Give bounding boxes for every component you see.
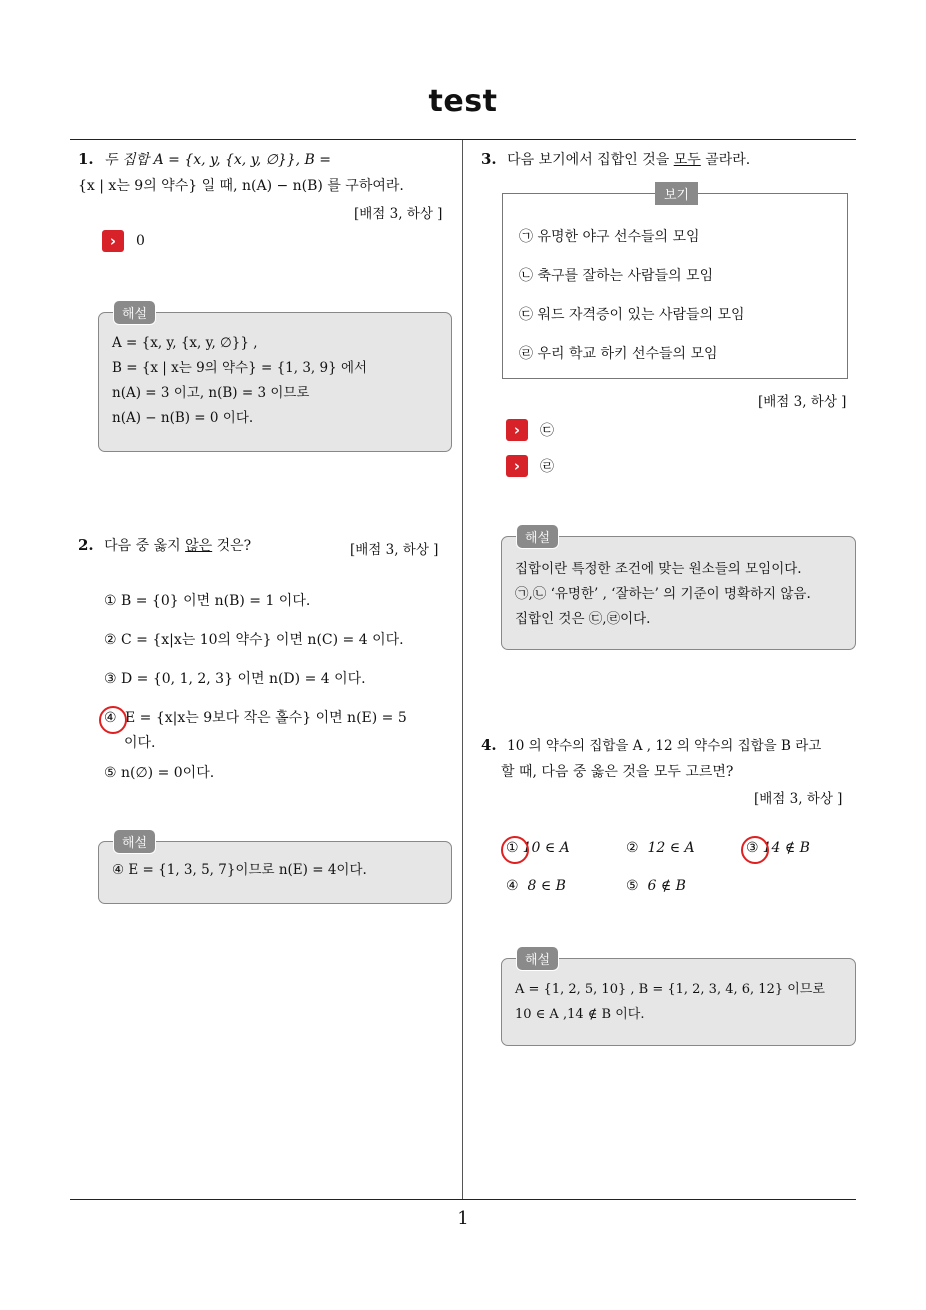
chevron-right-icon: › bbox=[102, 230, 124, 252]
option-2[interactable] bbox=[626, 840, 695, 856]
question-3-text bbox=[507, 152, 750, 168]
question-1-text-line1: 두 집합 A = {x, y, {x, y, ∅}}, B = bbox=[104, 152, 332, 168]
option-number: ① bbox=[506, 840, 519, 856]
question-2-score: [배점 3, 하상 ] bbox=[350, 542, 439, 558]
chevron-right-icon: › bbox=[506, 455, 528, 477]
question-4-explanation bbox=[501, 953, 856, 1046]
question-3-score: [배점 3, 하상 ] bbox=[758, 394, 847, 410]
option-number: ④ bbox=[506, 878, 519, 894]
selected-choice-marker bbox=[104, 710, 117, 726]
question-2 bbox=[78, 532, 251, 559]
explanation-line: 10 ∈ A ,14 ∉ B 이다. bbox=[515, 1007, 645, 1022]
question-3-explanation bbox=[501, 531, 856, 650]
explanation-line: n(A) − n(B) = 0 이다. bbox=[112, 410, 254, 426]
question-1-explanation bbox=[98, 307, 452, 452]
chevron-right-icon: › bbox=[506, 419, 528, 441]
selected-choice-marker bbox=[746, 840, 759, 856]
example-item: ㉢ 워드 자격증이 있는 사람들의 모임 bbox=[519, 307, 745, 323]
option-text: 6 ∉ B bbox=[647, 878, 686, 894]
column-divider bbox=[462, 140, 463, 1199]
explanation-line: 집합인 것은 ㉢,㉣이다. bbox=[515, 611, 651, 627]
question-text-part: 것은? bbox=[212, 538, 252, 554]
top-rule bbox=[70, 139, 856, 140]
question-1-text-line2: {x | x는 9의 약수} 일 때, n(A) − n(B) 를 구하여라. bbox=[78, 178, 404, 194]
question-3-answer-1 bbox=[506, 419, 554, 441]
question-4-score: [배점 3, 하상 ] bbox=[754, 791, 843, 807]
explanation-tag: 해설 bbox=[516, 524, 559, 549]
question-text-part: 다음 중 옳지 bbox=[104, 538, 186, 554]
question-3-answer-2 bbox=[506, 455, 554, 477]
question-text-underlined: 않은 bbox=[185, 538, 213, 554]
option-number: ⑤ bbox=[626, 878, 639, 894]
question-3 bbox=[481, 146, 750, 173]
option-number: ④ bbox=[104, 710, 117, 726]
explanation-line: A = {1, 2, 5, 10} , B = {1, 2, 3, 4, 6, 12} 이므로 bbox=[515, 982, 825, 997]
option-4[interactable] bbox=[104, 707, 407, 727]
explanation-line: n(A) = 3 이고, n(B) = 3 이므로 bbox=[112, 385, 310, 401]
explanation-line: B = {x | x는 9의 약수} = {1, 3, 9} 에서 bbox=[112, 360, 368, 376]
option-text: 14 ∉ B bbox=[762, 840, 810, 856]
question-text-underlined: 모두 bbox=[673, 152, 701, 168]
option-text: 8 ∈ B bbox=[527, 878, 566, 894]
explanation-tag: 해설 bbox=[113, 829, 156, 854]
question-1-answer bbox=[102, 230, 145, 252]
option-text: 12 ∈ A bbox=[647, 840, 695, 856]
bottom-rule bbox=[70, 1199, 856, 1200]
option-5[interactable] bbox=[626, 878, 686, 894]
explanation-tag: 해설 bbox=[113, 300, 156, 325]
explanation-line: ④ E = {1, 3, 5, 7}이므로 n(E) = 4이다. bbox=[112, 862, 367, 878]
red-circle-mark bbox=[99, 706, 127, 734]
page-number: 1 bbox=[457, 1208, 469, 1229]
question-number: 1. bbox=[78, 150, 94, 168]
question-1-score: [배점 3, 하상 ] bbox=[354, 206, 443, 222]
explanation-tag: 해설 bbox=[516, 946, 559, 971]
question-2-text bbox=[104, 538, 251, 554]
answer-value: 0 bbox=[136, 233, 145, 249]
option-5[interactable]: ⑤ n(∅) = 0이다. bbox=[104, 765, 215, 781]
example-box-tag: 보기 bbox=[655, 182, 698, 205]
question-text-part: 골라라. bbox=[700, 152, 751, 168]
selected-choice-marker bbox=[506, 840, 519, 856]
option-1[interactable]: ① B = {0} 이면 n(B) = 1 이다. bbox=[104, 593, 311, 609]
option-1[interactable] bbox=[506, 840, 570, 856]
example-item: ㉣ 우리 학교 하키 선수들의 모임 bbox=[519, 346, 718, 362]
question-number: 2. bbox=[78, 536, 94, 554]
question-4 bbox=[481, 732, 859, 785]
explanation-line: 집합이란 특정한 조건에 맞는 원소들의 모임이다. bbox=[515, 561, 802, 577]
explanation-line: A = {x, y, {x, y, ∅}} , bbox=[112, 335, 258, 351]
option-2[interactable]: ② C = {x|x는 10의 약수} 이면 n(C) = 4 이다. bbox=[104, 632, 404, 648]
page-title: test bbox=[428, 84, 498, 119]
example-item: ㉡ 축구를 잘하는 사람들의 모임 bbox=[519, 268, 714, 284]
question-2-explanation bbox=[98, 836, 452, 904]
example-box bbox=[502, 188, 848, 379]
option-number: ③ bbox=[746, 840, 759, 856]
explanation-line: ㉠,㉡ ‘유명한’ , ‘잘하는’ 의 기준이 명확하지 않음. bbox=[515, 586, 811, 602]
red-circle-mark bbox=[741, 836, 769, 864]
question-number: 3. bbox=[481, 150, 497, 168]
question-text-part: 다음 보기에서 집합인 것을 bbox=[507, 152, 674, 168]
answer-value: ㉢ bbox=[540, 423, 554, 439]
example-item: ㉠ 유명한 야구 선수들의 모임 bbox=[519, 229, 700, 245]
answer-value: ㉣ bbox=[540, 459, 554, 475]
question-number: 4. bbox=[481, 736, 497, 754]
option-text: 10 ∈ A bbox=[522, 840, 570, 856]
option-3[interactable]: ③ D = {0, 1, 2, 3} 이면 n(D) = 4 이다. bbox=[104, 671, 366, 687]
option-3[interactable] bbox=[746, 840, 810, 856]
option-4-line2: 이다. bbox=[124, 735, 156, 751]
red-circle-mark bbox=[501, 836, 529, 864]
option-number: ② bbox=[626, 840, 639, 856]
question-4-text-line2: 할 때, 다음 중 옳은 것을 모두 고르면? bbox=[501, 764, 734, 780]
question-1 bbox=[78, 146, 454, 199]
question-4-text-line1: 10 의 약수의 집합을 A , 12 의 약수의 집합을 B 라고 bbox=[507, 738, 822, 754]
option-4[interactable] bbox=[506, 878, 566, 894]
option-4-text: E = {x|x는 9보다 작은 홀수} 이면 n(E) = 5 bbox=[125, 710, 407, 726]
